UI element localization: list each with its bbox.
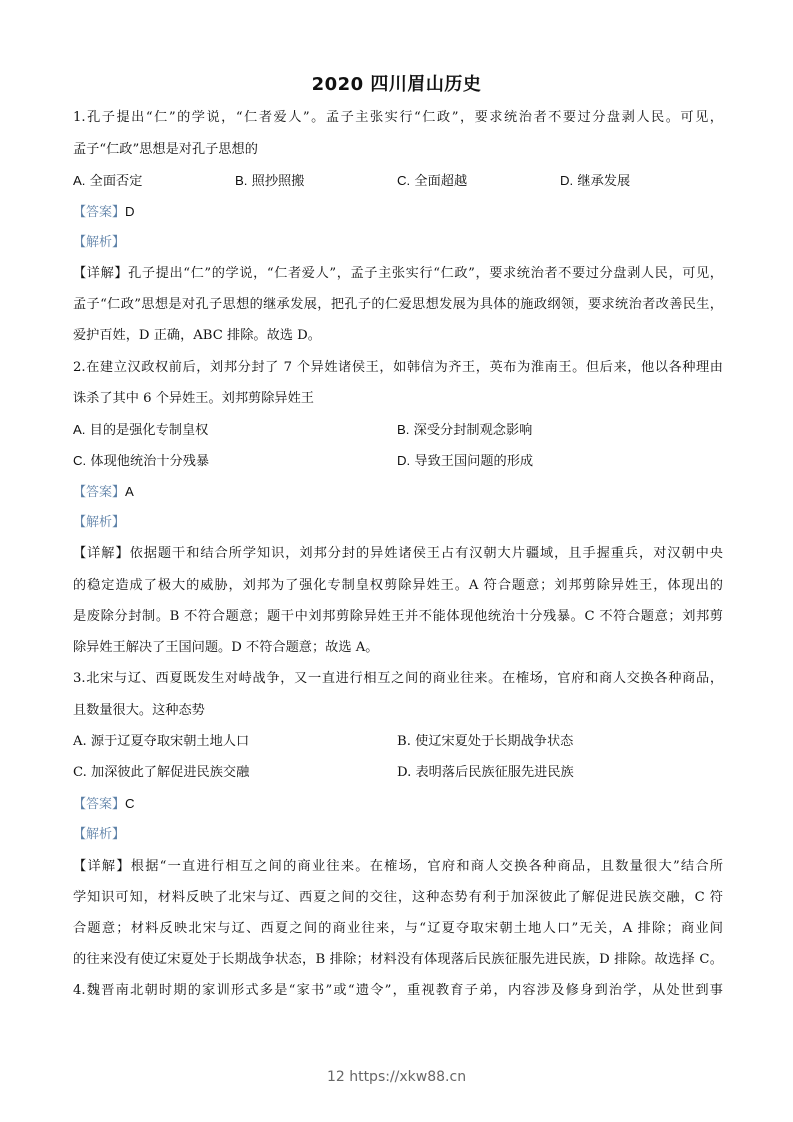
answer-label: 【答案】	[73, 205, 126, 220]
q2-detail-line-1: 【详解】依据题干和结合所学知识，刘邦分封的异姓诸侯王占有汉朝大片疆域，且手握重兵，对汉朝中央	[73, 546, 723, 561]
answer-value: D	[125, 204, 135, 219]
q1-option-c: C. 全面超越	[397, 173, 468, 189]
q2-stem-line-2: 诛杀了其中 6 个异姓王。刘邦剪除异姓王	[73, 391, 314, 406]
q1-analysis-label: 【解析】	[73, 235, 126, 250]
q3-detail-line-1: 【详解】根据“一直进行相互之间的商业往来。在榷场，官府和商人交换各种商品，且数量很大”结合所	[73, 859, 723, 874]
q3-option-b: B. 使辽宋夏处于长期战争状态	[397, 734, 574, 749]
q1-detail-line-3: 爱护百姓，D 正确，ABC 排除。故选 D。	[73, 328, 321, 343]
q2-option-b: B. 深受分封制观念影响	[397, 422, 533, 438]
q2-option-d: D. 导致王国问题的形成	[397, 453, 534, 469]
q3-option-d: D. 表明落后民族征服先进民族	[397, 765, 574, 780]
q3-detail-line-3: 合题意；材料反映北宋与辽、西夏之间的商业往来，与“辽夏夺取宋朝土地人口”无关，A 排除；商业间	[73, 921, 723, 936]
q3-detail-line-4: 的往来没有使辽宋夏处于长期战争状态，B 排除；材料没有体现落后民族征服先进民族，D 排除。故选择 C。	[73, 952, 723, 967]
q1-option-b: B. 照抄照搬	[235, 173, 305, 189]
answer-value: A	[125, 484, 134, 499]
q3-detail-line-2: 学知识可知，材料反映了北宋与辽、西夏之间的交往，这种态势有利于加深彼此了解促进民族交融，C 符	[73, 890, 723, 905]
answer-label: 【答案】	[73, 797, 126, 812]
q2-analysis-label: 【解析】	[73, 515, 126, 530]
q1-detail-line-1: 【详解】孔子提出“仁”的学说，“仁者爱人”，孟子主张实行“仁政”，要求统治者不要过分盘剥人民，可见，	[73, 266, 723, 281]
answer-label: 【答案】	[73, 485, 126, 500]
q1-detail-line-2: 孟子“仁政”思想是对孔子思想的继承发展，把孔子的仁爱思想发展为具体的施政纲领，要求统治者改善民生，	[73, 297, 723, 312]
q3-option-c: C. 加深彼此了解促进民族交融	[73, 765, 250, 780]
q1-answer	[73, 202, 723, 223]
q1-option-a: A. 全面否定	[73, 173, 143, 189]
q2-answer	[73, 482, 723, 503]
q3-stem-line-1: 3.北宋与辽、西夏既发生对峙战争，又一直进行相互之间的商业往来。在榷场，官府和商人交换各种商品，	[73, 671, 723, 686]
q2-detail-line-4: 除异姓王解决了王国问题。D 不符合题意；故选 A。	[73, 640, 379, 655]
answer-value: C	[125, 796, 135, 811]
q3-option-a: A. 源于辽夏夺取宋朝土地人口	[73, 734, 250, 749]
q2-option-a: A. 目的是强化专制皇权	[73, 422, 209, 438]
q2-detail-line-2: 的稳定造成了极大的威胁，刘邦为了强化专制皇权剪除异姓王。A 符合题意；刘邦剪除异姓王，体现出的	[73, 578, 723, 593]
document-title: 2020 四川眉山历史	[311, 74, 482, 95]
q2-stem-line-1: 2.在建立汉政权前后，刘邦分封了 7 个异姓诸侯王，如韩信为齐王，英布为淮南王。但后来，他以各种理由	[73, 360, 723, 375]
q2-option-c: C. 体现他统治十分残暴	[73, 453, 210, 469]
q4-stem-line-1: 4.魏晋南北朝时期的家训形式多是“家书”或“遗令”，重视教育子弟，内容涉及修身到治学，从处世到事	[73, 983, 723, 998]
q2-detail-line-3: 是废除分封制。B 不符合题意；题干中刘邦剪除异姓王并不能体现他统治十分残暴。C 不符合题意；刘邦剪	[73, 609, 723, 624]
page-footer: 12 https://xkw88.cn	[326, 1069, 467, 1085]
q1-stem-line-1: 1.孔子提出“仁”的学说，“仁者爱人”。孟子主张实行“仁政”，要求统治者不要过分盘剥人民。可见，	[73, 110, 723, 125]
q1-stem-line-2: 孟子“仁政”思想是对孔子思想的	[73, 142, 258, 157]
q1-option-d: D. 继承发展	[560, 173, 631, 189]
q3-analysis-label: 【解析】	[73, 827, 126, 842]
q3-stem-line-2: 且数量很大。这种态势	[73, 703, 205, 718]
q3-answer	[73, 794, 723, 815]
